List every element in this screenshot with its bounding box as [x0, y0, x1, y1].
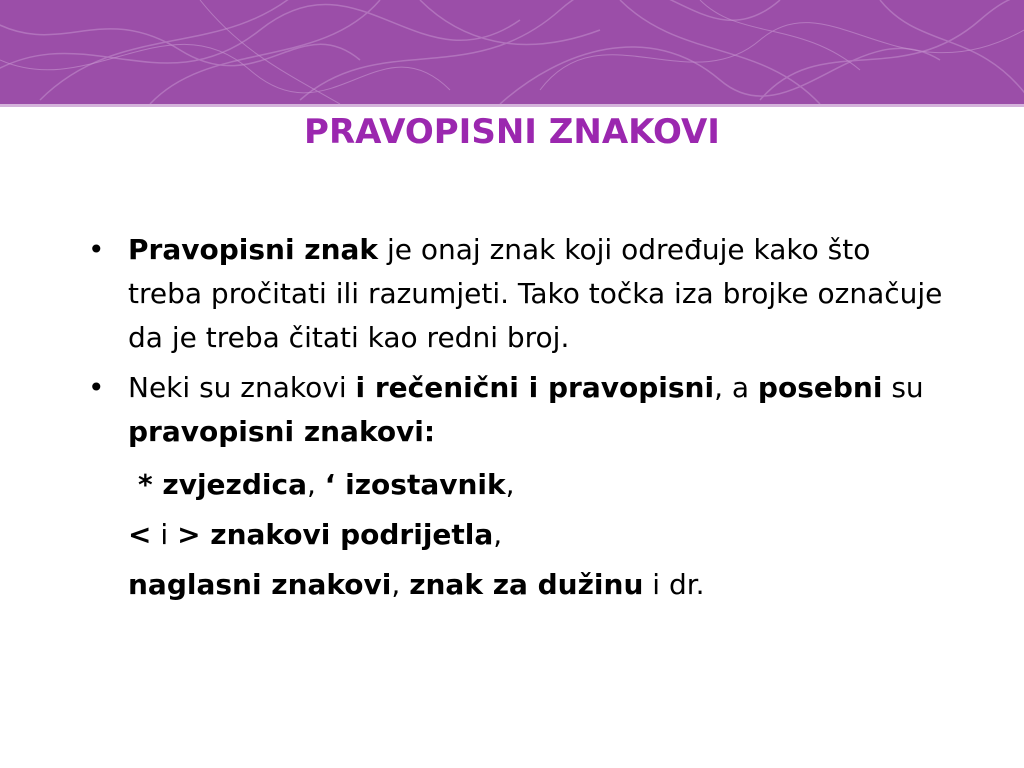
example-term: <	[128, 518, 152, 551]
term-pravopisni-znak: Pravopisni znak	[128, 233, 379, 266]
example-text: ,	[391, 568, 410, 601]
definition-text: je onaj znak koji određuje kako što treba pročitati ili razumjeti. Tako točka iza brojke označuje da je treba čitati kao redni broj.	[128, 233, 943, 354]
slide-title: PRAVOPISNI ZNAKOVI	[304, 112, 720, 152]
bullet-emphasis: pravopisni znakovi:	[128, 415, 436, 448]
example-text: ,	[493, 518, 503, 551]
bullet-item-1	[88, 228, 948, 360]
example-term: znak za dužinu	[409, 568, 644, 601]
example-line-2	[88, 510, 948, 560]
bullet-point-icon: •	[88, 233, 105, 266]
bullet-emphasis: posebni	[757, 371, 883, 404]
example-term: ‘ izostavnik	[324, 468, 506, 501]
bullet-text: Neki su znakovi	[128, 371, 356, 404]
example-term: > znakovi podrijetla	[177, 518, 494, 551]
slide-body	[88, 228, 948, 610]
example-line-3	[88, 560, 948, 610]
bullet-text: , a	[714, 371, 758, 404]
example-term: naglasni znakovi	[128, 568, 392, 601]
bullet-item-2	[88, 366, 948, 454]
example-line-1	[88, 460, 948, 510]
example-term: * zvjezdica	[138, 468, 307, 501]
header-banner	[0, 0, 1024, 104]
bullet-text: su	[882, 371, 924, 404]
banner-divider	[0, 104, 1024, 107]
bullet-emphasis: i rečenični i pravopisni	[355, 371, 715, 404]
example-text: ,	[505, 468, 515, 501]
bullet-point-icon: •	[88, 371, 105, 404]
example-text: i dr.	[643, 568, 705, 601]
banner-swirl-pattern	[0, 0, 1024, 104]
example-text: ,	[306, 468, 325, 501]
example-text: i	[151, 518, 178, 551]
